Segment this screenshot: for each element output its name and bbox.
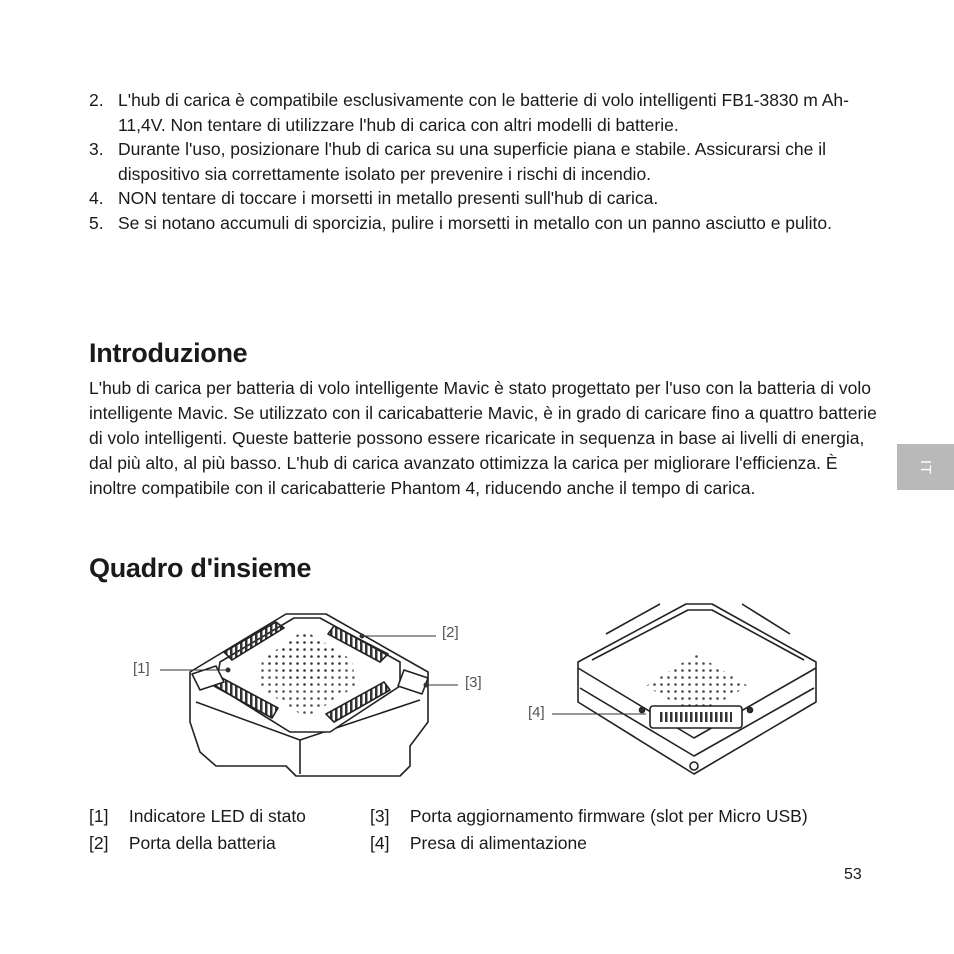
list-item — [89, 211, 879, 236]
language-tab-label: IT — [917, 459, 934, 475]
figure-legend — [89, 803, 808, 857]
overview-heading: Quadro d'insieme — [89, 553, 312, 583]
legend-row — [89, 830, 808, 857]
legend-text: Porta aggiornamento firmware (slot per Micro USB) — [409, 806, 808, 826]
legend-item — [89, 830, 370, 857]
callout-1: [1] — [133, 660, 150, 677]
legend-item — [370, 803, 808, 830]
list-item — [89, 137, 879, 186]
callout-4: [4] — [528, 704, 545, 721]
safety-list — [89, 88, 879, 235]
legend-text: Indicatore LED di stato — [128, 806, 306, 826]
legend-tag: [4] — [370, 833, 390, 853]
callout-2: [2] — [442, 624, 459, 641]
product-figure — [0, 590, 954, 790]
list-text: Durante l'uso, posizionare l'hub di carica su una superficie piana e stabile. Assicurarsi che il dispositivo sia correttamente isolato per prevenire i rischi di incendio. — [118, 139, 827, 184]
list-number: 2. — [89, 90, 104, 110]
legend-row — [89, 803, 808, 830]
list-text: Se si notano accumuli di sporcizia, pulire i morsetti in metallo con un panno asciutto e pulito. — [118, 212, 832, 233]
legend-item — [370, 830, 587, 857]
language-tab — [897, 444, 954, 490]
legend-item — [89, 803, 370, 830]
list-number: 3. — [89, 139, 104, 159]
intro-heading: Introduzione — [89, 338, 248, 368]
list-item — [89, 88, 879, 137]
legend-tag: [1] — [89, 806, 109, 826]
legend-text: Presa di alimentazione — [409, 833, 587, 853]
list-text: L'hub di carica è compatibile esclusivamente con le batterie di volo intelligenti FB1-3830 m Ah-11,4V. Non tentare di utilizzare l'hub di carica con altri modelli di batterie. — [118, 90, 849, 135]
legend-tag: [3] — [370, 806, 390, 826]
list-text: NON tentare di toccare i morsetti in metallo presenti sull'hub di carica. — [118, 188, 659, 208]
hub-top-view — [190, 614, 428, 776]
page-number: 53 — [844, 866, 862, 883]
hub-bottom-view — [578, 604, 816, 774]
callout-3: [3] — [465, 674, 482, 691]
list-item — [89, 186, 879, 211]
intro-paragraph: L'hub di carica per batteria di volo intelligente Mavic è stato progettato per l'uso con la batteria di volo intelligente Mavic. Se utilizzato con il caricabatterie Mavic, è in grado di caricare fino a quattro batterie di volo intelligenti. Queste batterie possono essere ricaricate in sequenza in base ai livelli di energia, dal più alto, al più basso. L'hub di carica avanzato ottimizza la carica per migliorare l'efficienza. È inoltre compatibile con il caricabatterie Phantom 4, riducendo anche il tempo di carica. — [89, 378, 877, 498]
legend-text: Porta della batteria — [128, 833, 276, 853]
legend-tag: [2] — [89, 833, 109, 853]
list-number: 5. — [89, 212, 104, 233]
list-number: 4. — [89, 188, 104, 208]
